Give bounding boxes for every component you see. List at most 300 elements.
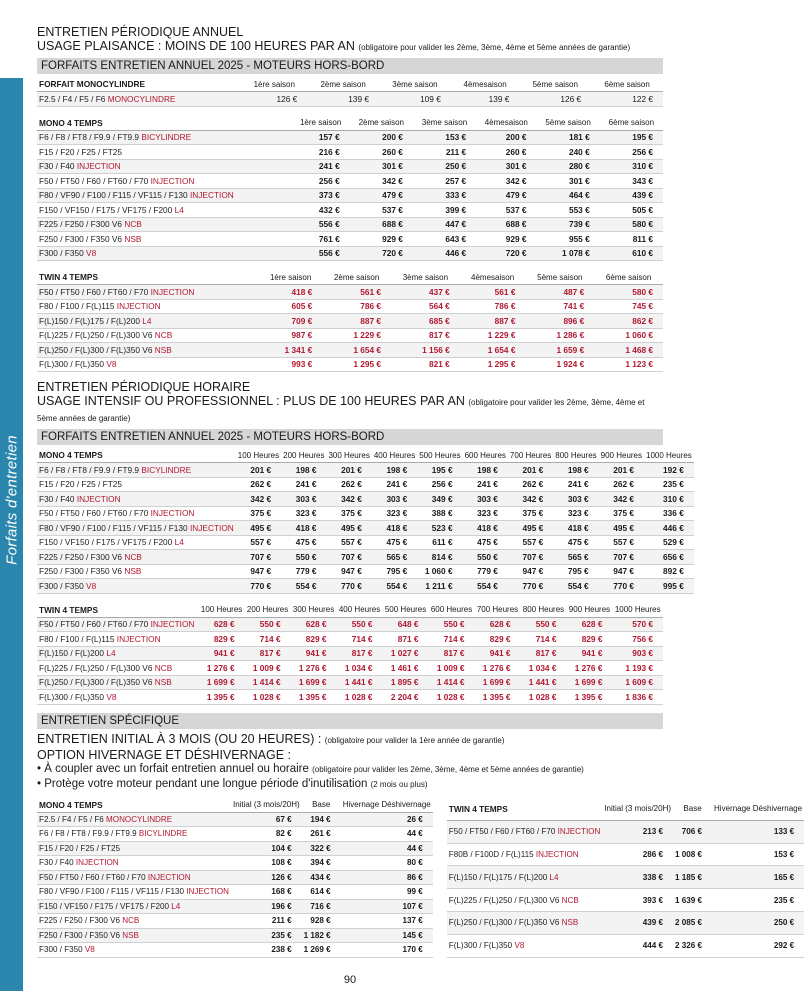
price-cell: 995 € [644, 579, 694, 594]
price-cell: 301 € [537, 174, 600, 189]
model-name: F225 / F250 / F300 V6 [39, 916, 123, 926]
price-cell: 1 034 € [520, 661, 566, 676]
model-cell [37, 477, 236, 492]
model-cell [447, 820, 603, 843]
price-cell: 213 € [602, 820, 673, 843]
price-cell: 235 € [712, 889, 804, 912]
table-row [37, 928, 433, 943]
price-cell: 375 € [326, 506, 371, 521]
column-header: 1000 Heures [644, 448, 694, 463]
model-name: F225 / F250 / F300 V6 [39, 219, 125, 230]
price-cell: 446 € [413, 246, 476, 261]
engine-type: INJECTION [76, 161, 121, 172]
engine-type: INJECTION [150, 508, 195, 519]
price-cell: 475 € [372, 535, 417, 550]
price-cell: 1 341 € [259, 343, 322, 358]
price-cell: 685 € [391, 314, 460, 329]
column-header: 2ème saison [307, 77, 379, 92]
model-name: F2.5 / F4 / F5 / F6 [39, 814, 107, 824]
price-cell: 1 414 € [245, 675, 291, 690]
engine-type: INJECTION [76, 493, 121, 504]
model-cell [37, 943, 231, 958]
price-cell: 565 € [372, 550, 417, 565]
engine-type: INJECTION [557, 827, 601, 837]
engine-type: INJECTION [150, 175, 195, 186]
model-cell [447, 911, 603, 934]
model-cell [37, 812, 231, 827]
table-title: MONO 4 TEMPS [37, 448, 236, 463]
winter-option-line: OPTION HIVERNAGE ET DÉSHIVERNAGE : [37, 747, 291, 762]
price-cell: 1 468 € [594, 343, 663, 358]
column-header: 600 Heures [429, 603, 475, 618]
engine-type: NCB [561, 895, 579, 905]
engine-type: NCB [122, 916, 140, 926]
price-cell: 537 € [476, 203, 536, 218]
price-cell: 67 € [231, 812, 302, 827]
price-cell: 817 € [429, 646, 475, 661]
price-cell: 554 € [553, 579, 598, 594]
price-cell: 201 € [599, 463, 644, 478]
model-cell [37, 328, 259, 343]
price-cell: 554 € [463, 579, 508, 594]
engine-type: NCB [154, 330, 173, 341]
table-row [37, 285, 663, 300]
price-cell: 26 € [341, 812, 433, 827]
price-cell: 947 € [236, 564, 281, 579]
model-name: F30 / F40 [39, 858, 76, 868]
price-cell: 896 € [525, 314, 594, 329]
engine-type: BICYLINDRE [141, 464, 192, 475]
model-cell [37, 550, 236, 565]
price-cell: 261 € [302, 827, 341, 842]
engine-type: INJECTION [189, 522, 234, 533]
column-header: 1000 Heures [612, 603, 663, 618]
column-header: 300 Heures [326, 448, 371, 463]
price-cell: 1 034 € [337, 661, 383, 676]
table-row [37, 174, 663, 189]
price-cell: 554 € [281, 579, 326, 594]
price-cell: 745 € [594, 299, 663, 314]
column-header: 6ème saison [600, 116, 663, 131]
column-header: 800 Heures [520, 603, 566, 618]
table-row [37, 856, 433, 871]
price-cell: 779 € [281, 564, 326, 579]
price-cell: 707 € [508, 550, 553, 565]
model-name: F15 / F20 / F25 / FT25 [39, 146, 123, 157]
price-cell: 871 € [383, 632, 429, 647]
engine-type: INJECTION [75, 858, 119, 868]
model-name: F(L)300 / F(L)350 [39, 359, 107, 370]
price-cell: 418 € [281, 521, 326, 536]
column-header: 600 Heures [463, 448, 508, 463]
price-cell: 947 € [508, 564, 553, 579]
price-cell: 418 € [259, 285, 322, 300]
engine-type: V8 [106, 359, 117, 370]
price-cell: 139 € [307, 92, 379, 107]
column-header: 1ère saison [292, 116, 350, 131]
table-title: TWIN 4 TEMPS [37, 603, 199, 618]
model-name: F(L)225 / F(L)250 / F(L)300 V6 [39, 330, 155, 341]
model-name: F150 / VF150 / F175 / VF175 / F200 [39, 204, 175, 215]
model-cell [447, 889, 603, 912]
price-cell: 342 € [476, 174, 536, 189]
engine-type: V8 [84, 945, 95, 955]
model-name: F80 / VF90 / F100 / F115 / VF115 / F130 [39, 522, 190, 533]
band-specific: ENTRETIEN SPÉCIFIQUE [37, 713, 663, 729]
price-cell: 495 € [326, 521, 371, 536]
table-row [37, 203, 663, 218]
price-cell: 165 € [712, 866, 804, 889]
price-cell: 1 276 € [475, 661, 521, 676]
model-name: F50 / FT50 / F60 / FT60 / F70 [39, 286, 151, 297]
model-cell [37, 841, 231, 856]
table-row [37, 343, 663, 358]
model-name: F80B / F100D / F(L)115 [448, 849, 536, 859]
price-cell: 550 € [520, 617, 566, 632]
price-cell: 195 € [417, 463, 462, 478]
model-cell [37, 463, 236, 478]
price-cell: 741 € [525, 299, 594, 314]
engine-type: NSB [154, 344, 172, 355]
price-cell: 200 € [476, 130, 536, 145]
table-mono-4-temps-specific [37, 798, 433, 958]
column-header: 700 Heures [508, 448, 553, 463]
price-cell: 1 276 € [291, 661, 337, 676]
model-name: F(L)300 / F(L)350 [448, 941, 515, 951]
price-cell: 418 € [553, 521, 598, 536]
engine-type: NSB [122, 930, 139, 940]
table-title: TWIN 4 TEMPS [447, 798, 603, 821]
column-header: 4èmesaison [476, 116, 536, 131]
price-cell: 1 286 € [525, 328, 594, 343]
model-name: F300 / F350 [39, 248, 87, 259]
price-cell: 1 027 € [383, 646, 429, 661]
price-cell: 770 € [599, 579, 644, 594]
table-title: MONO 4 TEMPS [37, 798, 231, 813]
price-cell: 1 028 € [429, 690, 475, 705]
price-cell: 1 269 € [302, 943, 341, 958]
price-cell: 487 € [525, 285, 594, 300]
price-cell: 941 € [291, 646, 337, 661]
model-cell [37, 299, 259, 314]
price-cell: 1 395 € [291, 690, 337, 705]
price-cell: 196 € [231, 899, 302, 914]
price-cell: 1 836 € [612, 690, 663, 705]
model-name: F50 / FT50 / F60 / FT60 / F70 [39, 619, 151, 630]
price-cell: 643 € [413, 232, 476, 247]
table-row [37, 232, 663, 247]
column-header: 3ème saison [391, 270, 460, 285]
price-cell: 323 € [372, 506, 417, 521]
price-cell: 108 € [231, 856, 302, 871]
model-name: F30 / F40 [39, 161, 77, 172]
model-cell [37, 617, 199, 632]
table-title: TWIN 4 TEMPS [37, 270, 259, 285]
column-header: 2ème saison [322, 270, 391, 285]
price-cell: 817 € [337, 646, 383, 661]
price-cell: 557 € [508, 535, 553, 550]
column-header: 1ère saison [241, 77, 307, 92]
price-cell: 310 € [600, 159, 663, 174]
price-cell: 323 € [553, 506, 598, 521]
price-cell: 338 € [602, 866, 673, 889]
engine-type: V8 [514, 941, 525, 951]
table-row [37, 217, 663, 232]
price-cell: 434 € [302, 870, 341, 885]
price-cell: 198 € [553, 463, 598, 478]
header-row [37, 116, 663, 131]
price-cell: 201 € [508, 463, 553, 478]
table-row [37, 246, 663, 261]
price-cell: 648 € [383, 617, 429, 632]
price-cell: 349 € [417, 492, 462, 507]
model-name: F250 / F300 / F350 V6 [39, 566, 125, 577]
price-cell: 550 € [463, 550, 508, 565]
table-row [37, 535, 694, 550]
price-cell: 811 € [600, 232, 663, 247]
price-cell: 257 € [413, 174, 476, 189]
engine-type: L4 [549, 872, 559, 882]
model-cell [37, 203, 292, 218]
price-cell: 192 € [644, 463, 694, 478]
model-name: F250 / F300 / F350 V6 [39, 930, 123, 940]
price-cell: 570 € [612, 617, 663, 632]
column-header: 700 Heures [475, 603, 521, 618]
table-row [37, 899, 433, 914]
table-twin-4-temps-annual [37, 270, 663, 372]
table-row [447, 934, 804, 957]
price-cell: 829 € [566, 632, 612, 647]
price-cell: 198 € [463, 463, 508, 478]
price-cell: 561 € [460, 285, 526, 300]
price-cell: 1 276 € [199, 661, 245, 676]
price-cell: 375 € [599, 506, 644, 521]
price-cell: 1 395 € [475, 690, 521, 705]
price-cell: 418 € [372, 521, 417, 536]
model-name: F(L)225 / F(L)250 / F(L)300 V6 [39, 662, 155, 673]
column-header: 6ème saison [591, 77, 663, 92]
table-row [37, 632, 663, 647]
price-cell: 2 204 € [383, 690, 429, 705]
model-cell [37, 675, 199, 690]
column-header: 100 Heures [236, 448, 281, 463]
price-cell: 241 € [281, 477, 326, 492]
engine-type: BICYLINDRE [138, 829, 188, 839]
price-cell: 157 € [292, 130, 350, 145]
price-cell: 393 € [602, 889, 673, 912]
model-cell [37, 343, 259, 358]
bullet-item: • Protège votre moteur pendant une longue période d'inutilisation (2 mois ou plus) [37, 777, 428, 790]
model-name: F50 / FT50 / F60 / FT60 / F70 [39, 508, 151, 519]
price-cell: 126 € [519, 92, 591, 107]
bullet-item: • À coupler avec un forfait entretien annuel ou horaire (obligatoire pour valider les 2ème, 3ème, 4ème et 5ème années de garantie) [37, 762, 584, 775]
model-name: F80 / VF90 / F100 / F115 / VF115 / F130 [39, 887, 187, 897]
table-row [37, 328, 663, 343]
column-header: Base [673, 798, 712, 821]
price-cell: 99 € [341, 885, 433, 900]
model-cell [37, 856, 231, 871]
price-cell: 817 € [520, 646, 566, 661]
model-name: F(L)250 / F(L)300 / F(L)350 V6 [448, 918, 562, 928]
column-header: 5ème saison [537, 116, 600, 131]
price-cell: 126 € [241, 92, 307, 107]
header-row [37, 448, 694, 463]
table-row [37, 675, 663, 690]
model-cell [37, 690, 199, 705]
column-header: 900 Heures [599, 448, 644, 463]
table-row [37, 314, 663, 329]
price-cell: 86 € [341, 870, 433, 885]
table-monocylindre [37, 77, 663, 107]
column-header: 400 Heures [337, 603, 383, 618]
price-cell: 137 € [341, 914, 433, 929]
table-row [37, 492, 694, 507]
price-cell: 903 € [612, 646, 663, 661]
price-cell: 829 € [291, 632, 337, 647]
price-cell: 523 € [417, 521, 462, 536]
model-cell [37, 217, 292, 232]
model-name: F(L)250 / F(L)300 / F(L)350 V6 [39, 344, 155, 355]
price-cell: 256 € [292, 174, 350, 189]
price-cell: 241 € [463, 477, 508, 492]
engine-type: INJECTION [535, 849, 579, 859]
price-cell: 887 € [460, 314, 526, 329]
price-cell: 1 461 € [383, 661, 429, 676]
price-cell: 706 € [673, 820, 712, 843]
price-cell: 342 € [326, 492, 371, 507]
price-cell: 126 € [231, 870, 302, 885]
price-cell: 303 € [463, 492, 508, 507]
price-cell: 821 € [391, 357, 460, 372]
price-cell: 1 009 € [429, 661, 475, 676]
price-cell: 716 € [302, 899, 341, 914]
engine-type: L4 [106, 648, 116, 659]
price-cell: 447 € [413, 217, 476, 232]
column-header: 200 Heures [245, 603, 291, 618]
table-row [37, 812, 433, 827]
page-number: 90 [343, 974, 357, 986]
table-twin-4-temps-hourly [37, 603, 663, 705]
model-cell [37, 646, 199, 661]
model-name: F15 / F20 / F25 / FT25 [39, 843, 120, 853]
price-cell: 216 € [292, 145, 350, 160]
price-cell: 688 € [350, 217, 413, 232]
price-cell: 1 895 € [383, 675, 429, 690]
column-header: Initial (3 mois/20H) [602, 798, 673, 821]
initial-service-line: ENTRETIEN INITIAL À 3 MOIS (OU 20 HEURES) : (obligatoire pour valider la 1ère année de garantie) [37, 731, 505, 746]
table-row [37, 827, 433, 842]
engine-type: INJECTION [186, 887, 229, 897]
table-row [37, 188, 663, 203]
price-cell: 322 € [302, 841, 341, 856]
price-cell: 628 € [566, 617, 612, 632]
price-cell: 241 € [372, 477, 417, 492]
model-cell [37, 145, 292, 160]
price-cell: 1 008 € [673, 843, 712, 866]
price-cell: 235 € [231, 928, 302, 943]
price-cell: 1 295 € [460, 357, 526, 372]
price-cell: 107 € [341, 899, 433, 914]
column-header: 500 Heures [383, 603, 429, 618]
price-cell: 1 395 € [566, 690, 612, 705]
price-cell: 955 € [537, 232, 600, 247]
engine-type: MONOCYLINDRE [106, 814, 173, 824]
engine-type: INJECTION [150, 619, 195, 630]
price-cell: 770 € [508, 579, 553, 594]
price-cell: 439 € [600, 188, 663, 203]
table-row [37, 841, 433, 856]
price-cell: 44 € [341, 827, 433, 842]
column-header: 6ème saison [594, 270, 663, 285]
table-row [37, 521, 694, 536]
price-cell: 817 € [245, 646, 291, 661]
price-cell: 761 € [292, 232, 350, 247]
engine-type: INJECTION [116, 301, 161, 312]
price-cell: 262 € [508, 477, 553, 492]
price-cell: 262 € [236, 477, 281, 492]
table-row [37, 579, 694, 594]
price-cell: 887 € [322, 314, 391, 329]
model-name: F150 / VF150 / F175 / VF175 / F200 [39, 901, 172, 911]
price-cell: 303 € [553, 492, 598, 507]
engine-type: NCB [154, 662, 173, 673]
table-mono-4-temps-hourly [37, 448, 694, 594]
table-row [37, 617, 663, 632]
model-name: F15 / F20 / F25 / FT25 [39, 479, 123, 490]
price-cell: 610 € [600, 246, 663, 261]
price-cell: 1 060 € [417, 564, 462, 579]
engine-type: NSB [124, 233, 142, 244]
price-cell: 550 € [429, 617, 475, 632]
price-cell: 1 193 € [612, 661, 663, 676]
price-cell: 333 € [413, 188, 476, 203]
column-header: 500 Heures [417, 448, 462, 463]
table-row [37, 477, 694, 492]
column-header: Base [302, 798, 341, 813]
price-cell: 80 € [341, 856, 433, 871]
price-cell: 941 € [566, 646, 612, 661]
price-cell: 1 028 € [520, 690, 566, 705]
price-cell: 779 € [463, 564, 508, 579]
price-cell: 1 609 € [612, 675, 663, 690]
price-cell: 580 € [600, 217, 663, 232]
table-row [37, 92, 663, 107]
column-header: 400 Heures [372, 448, 417, 463]
price-cell: 133 € [712, 820, 804, 843]
price-cell: 1 395 € [199, 690, 245, 705]
price-cell: 550 € [245, 617, 291, 632]
price-cell: 2 085 € [673, 911, 712, 934]
model-name: F80 / VF90 / F100 / F115 / VF115 / F130 [39, 190, 190, 201]
table-row [37, 870, 433, 885]
model-cell [37, 159, 292, 174]
model-cell [37, 928, 231, 943]
model-cell [37, 827, 231, 842]
model-name: F300 / F350 [39, 945, 85, 955]
price-cell: 1 276 € [566, 661, 612, 676]
price-cell: 714 € [520, 632, 566, 647]
price-cell: 194 € [302, 812, 341, 827]
price-cell: 495 € [508, 521, 553, 536]
price-cell: 1 699 € [199, 675, 245, 690]
price-cell: 342 € [350, 174, 413, 189]
price-cell: 556 € [292, 246, 350, 261]
table-row [37, 357, 663, 372]
price-cell: 720 € [350, 246, 413, 261]
model-name: F50 / FT50 / F60 / FT60 / F70 [448, 827, 558, 837]
price-cell: 862 € [594, 314, 663, 329]
column-header: Hivernage Déshivernage [712, 798, 804, 821]
